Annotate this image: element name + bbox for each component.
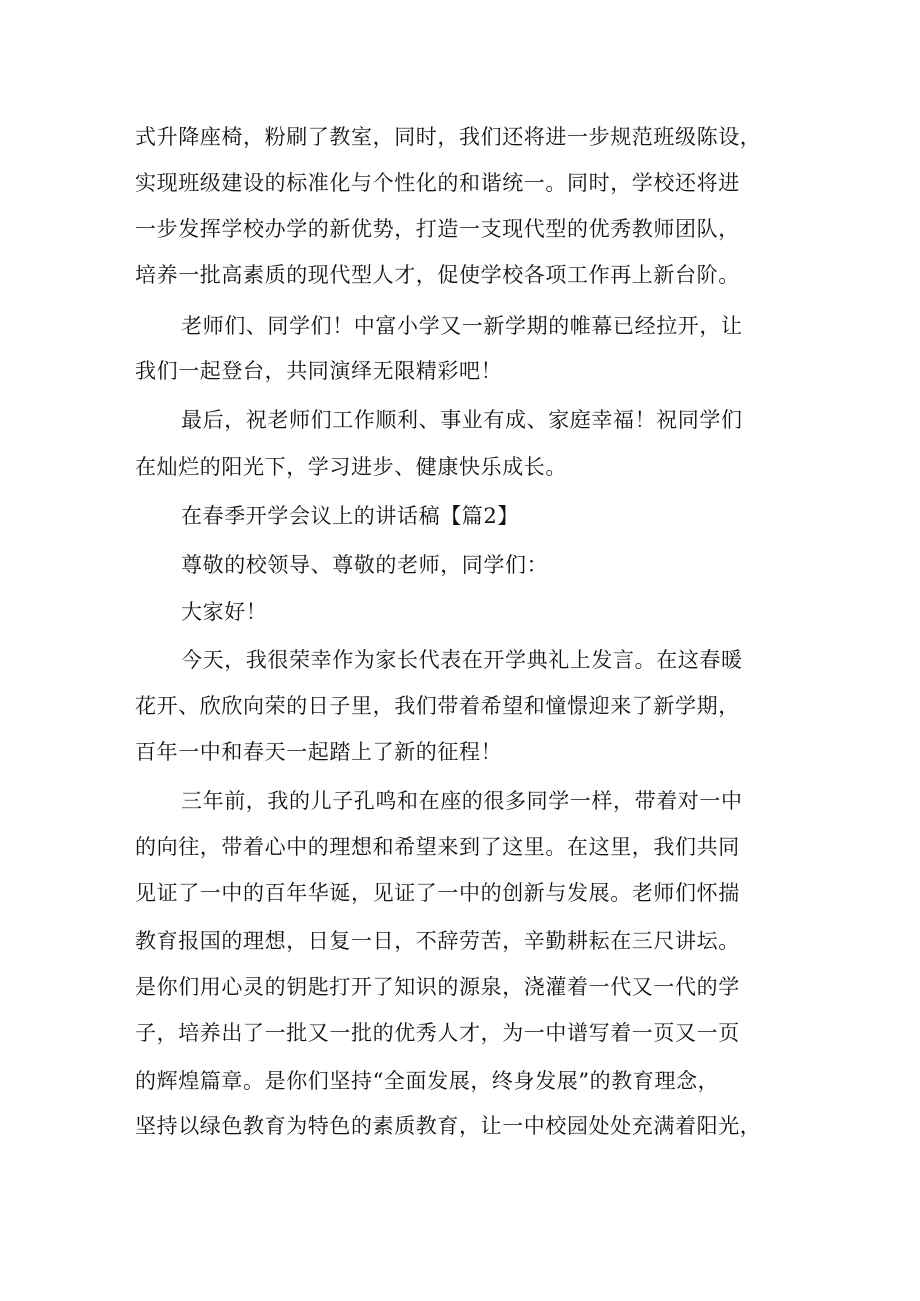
text-line: 是你们用心灵的钥匙打开了知识的源泉，浇灌着一代又一代的学: [135, 975, 740, 999]
salutation-line: 尊敬的校领导、尊敬的老师，同学们：: [181, 553, 549, 577]
text-line: 我们一起登台，共同演绎无限精彩吧！: [135, 359, 503, 383]
section-heading: 在春季开学会议上的讲话稿【篇2】: [181, 504, 519, 528]
text-line: 的向往，带着心中的理想和希望来到了这里。在这里，我们共同: [135, 835, 740, 859]
text-line: 在灿烂的阳光下，学习进步、健康快乐成长。: [135, 455, 567, 479]
greeting-line: 大家好！: [181, 600, 268, 624]
text-line: 子，培养出了一批又一批的优秀人才，为一中谱写着一页又一页: [135, 1021, 740, 1045]
text-line: 式升降座椅，粉刷了教室，同时，我们还将进一步规范班级陈设，: [135, 125, 762, 149]
text-line: 的辉煌篇章。是你们坚持“全面发展，终身发展”的教育理念，: [135, 1069, 720, 1093]
text-line: 百年一中和春天一起踏上了新的征程！: [135, 740, 503, 764]
text-line: 实现班级建设的标准化与个性化的和谐统一。同时，学校还将进: [135, 171, 740, 195]
paragraph-start-line: 三年前，我的儿子孔鸣和在座的很多同学一样，带着对一中: [181, 789, 743, 813]
paragraph-start-line: 最后，祝老师们工作顺利、事业有成、家庭幸福！祝同学们: [181, 408, 743, 432]
text-line: 培养一批高素质的现代型人才，促使学校各项工作再上新台阶。: [135, 263, 740, 287]
text-line: 花开、欣欣向荣的日子里，我们带着希望和憧憬迎来了新学期，: [135, 694, 740, 718]
text-line: 坚持以绿色教育为特色的素质教育，让一中校园处处充满着阳光，: [135, 1114, 762, 1138]
text-line: 教育报国的理想，日复一日，不辞劳苦，辛勤耕耘在三尺讲坛。: [135, 929, 740, 953]
paragraph-start-line: 今天，我很荣幸作为家长代表在开学典礼上发言。在这春暖: [181, 648, 743, 672]
paragraph-start-line: 老师们、同学们！中富小学又一新学期的帷幕已经拉开，让: [181, 314, 743, 338]
text-line: 见证了一中的百年华诞，见证了一中的创新与发展。老师们怀揣: [135, 881, 740, 905]
text-line: 一步发挥学校办学的新优势，打造一支现代型的优秀教师团队，: [135, 217, 740, 241]
